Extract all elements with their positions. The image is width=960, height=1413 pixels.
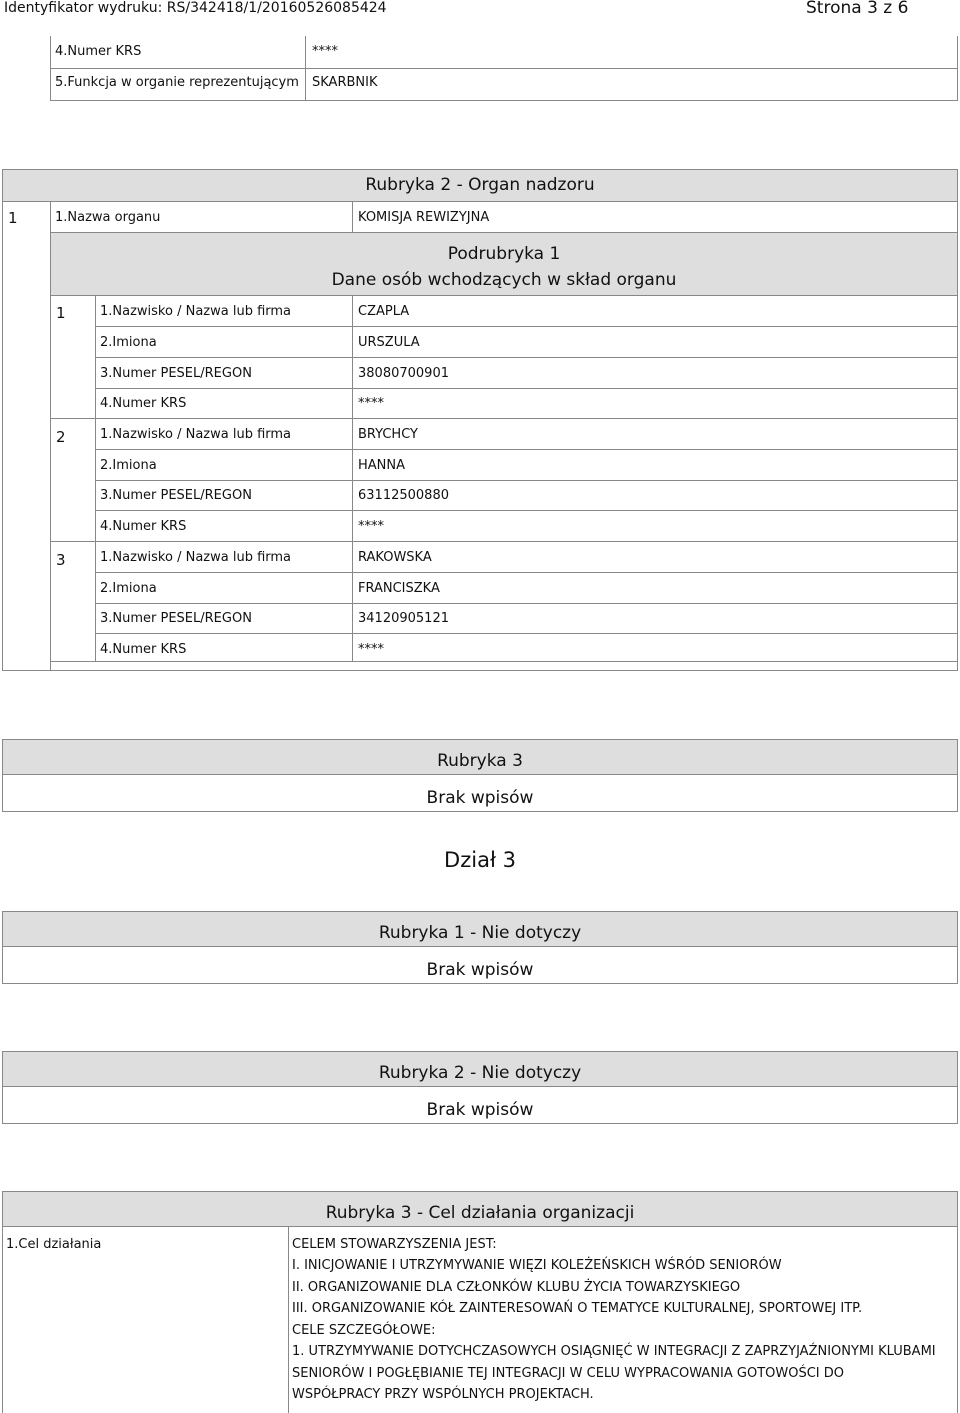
organ-name-label: 1.Nazwa organu [55, 210, 161, 225]
section-heading-dzial-3: Dział 3 [444, 848, 516, 872]
cel-line: WSPÓŁPRACY PRZY WSPÓLNYCH PROJEKTACH. [292, 1387, 594, 1402]
row-label: 1.Nazwisko / Nazwa lub firma [100, 304, 292, 319]
rubryka-2-title: Rubryka 2 - Organ nadzoru [365, 175, 595, 195]
row-value: 34120905121 [358, 611, 449, 626]
row-value: HANNA [358, 458, 406, 473]
row-label: 4.Numer KRS [100, 642, 187, 657]
row-label: 2.Imiona [100, 335, 157, 350]
cel-line: III. ORGANIZOWANIE KÓŁ ZAINTERESOWAŃ O TEMATYCE KULTURALNEJ, SPORTOWEJ ITP. [292, 1301, 863, 1316]
cel-line: SENIORÓW I POGŁĘBIANIE TEJ INTEGRACJI W CELU WYPRACOWANIA GOTOWOŚCI DO [292, 1366, 845, 1381]
row-value: **** [358, 396, 384, 411]
row-value: 63112500880 [358, 488, 449, 503]
empty-notice: Brak wpisów [426, 788, 534, 808]
row-label: 3.Numer PESEL/REGON [100, 611, 252, 626]
cel-line: 1. UTRZYMYWANIE DOTYCHCZASOWYCH OSIĄGNIĘĆ W INTEGRACJI Z ZAPRZYJAŹNIONYMI KLUBAMI [292, 1344, 936, 1359]
row-value: 38080700901 [358, 366, 449, 381]
cel-line: CELEM STOWARZYSZENIA JEST: [292, 1237, 497, 1252]
cel-line: I. INICJOWANIE I UTRZYMYWANIE WIĘZI KOLEŻEŃSKICH WŚRÓD SENIORÓW [292, 1258, 782, 1273]
row-label: 4.Numer KRS [100, 396, 187, 411]
person-index: 3 [56, 551, 66, 569]
rubryka-title: Rubryka 3 - Cel działania organizacji [325, 1203, 635, 1223]
rubryka-title: Rubryka 2 - Nie dotyczy [378, 1063, 582, 1083]
row-label: 2.Imiona [100, 581, 157, 596]
row-label: 1.Nazwisko / Nazwa lub firma [100, 550, 292, 565]
podrubryka-subtitle: Dane osób wchodzących w skład organu [331, 270, 677, 290]
row-value: BRYCHCY [358, 427, 418, 442]
print-identifier: Identyfikator wydruku: RS/342418/1/20160526085424 [4, 0, 387, 16]
row-label: 2.Imiona [100, 458, 157, 473]
rubryka-3-title: Rubryka 3 [437, 751, 523, 771]
empty-notice: Brak wpisów [426, 1100, 534, 1120]
organ-name-value: KOMISJA REWIZYJNA [358, 210, 490, 225]
person-index: 1 [56, 304, 66, 322]
row-label: 3.Numer PESEL/REGON [100, 366, 252, 381]
row-label: 3.Numer PESEL/REGON [100, 488, 252, 503]
page-number: Strona 3 z 6 [806, 0, 909, 18]
row-value: CZAPLA [358, 304, 410, 319]
row-value: **** [358, 519, 384, 534]
rubryka-title: Rubryka 1 - Nie dotyczy [378, 923, 582, 943]
cel-line: CELE SZCZEGÓŁOWE: [292, 1323, 436, 1338]
row-value: RAKOWSKA [358, 550, 432, 565]
cel-line: II. ORGANIZOWANIE DLA CZŁONKÓW KLUBU ŻYCIA TOWARZYSKIEGO [292, 1280, 741, 1295]
empty-notice: Brak wpisów [426, 960, 534, 980]
krs-value: **** [312, 44, 338, 59]
function-value: SKARBNIK [312, 75, 378, 90]
person-index: 2 [56, 428, 66, 446]
row-label: 1.Nazwisko / Nazwa lub firma [100, 427, 292, 442]
row-label: 4.Numer KRS [100, 519, 187, 534]
krs-label: 4.Numer KRS [55, 44, 142, 59]
function-label: 5.Funkcja w organie reprezentującym [55, 75, 299, 90]
row-value: FRANCISZKA [358, 581, 440, 596]
row-value: URSZULA [358, 335, 420, 350]
podrubryka-title: Podrubryka 1 [447, 244, 561, 264]
row-value: **** [358, 642, 384, 657]
cel-dzialania-label: 1.Cel działania [6, 1237, 102, 1252]
organ-index: 1 [8, 209, 18, 227]
